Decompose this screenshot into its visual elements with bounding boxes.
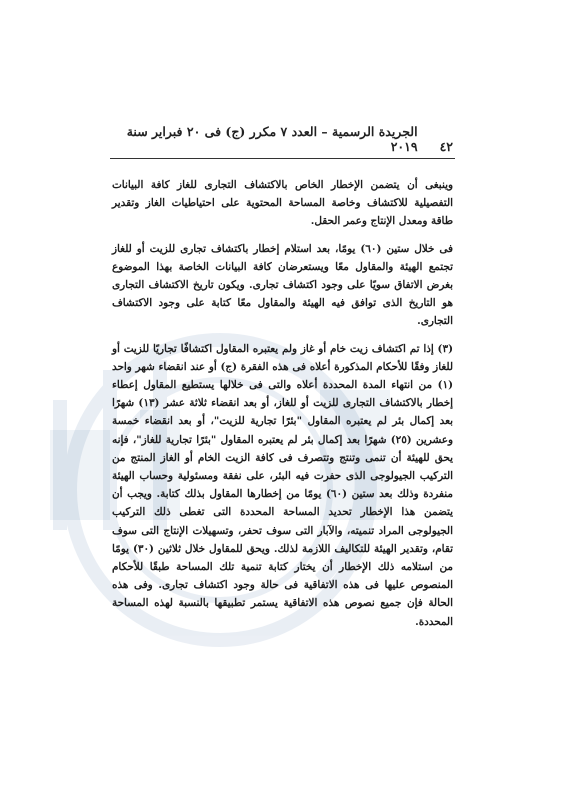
- page-header: [112, 124, 453, 154]
- paragraph: فى خلال ستين (٦٠) يومًا، بعد استلام إخطار باكتشاف تجارى للزيت أو للغاز تجتمع الهيئة والمقاول معًا ويستعرضان كافة البيانات الخاصة بهذا الموضوع بغرض الاتفاق سويًا على وجود اكتشاف تجارى. ويكون تاريخ الاكتشاف التجارى هو التاريخ الذى توافق فيه الهيئة والمقاول معًا كتابة على وجود الاكتشاف التجارى.: [112, 242, 453, 328]
- paragraph: (٣) إذا تم اكتشاف زيت خام أو غاز ولم يعتبره المقاول اكتشافًا تجاريًا للزيت أو للغاز وفقًا للأحكام المذكورة أعلاه فى هذه الفقرة (ج) أو عند انقضاء شهر واحد (١) من انتهاء المدة المحددة أعلاه والتى فى خلالها يستطيع المقاول إعطاء إخطار بالاكتشاف التجارى للزيت أو للغاز، أو بعد انقضاء ثلاثة عشر (١٣) شهرًا بعد إكمال بئر لم يعتبره المقاول "بئرًا تجارية للزيت"، أو بعد انقضاء خمسة وعشرين (٢٥) شهرًا بعد إكمال بئر لم يعتبره المقاول "بئرًا تجارية للغاز"، فإنه يحق للهيئة أن تنمى وتنتج وتتصرف فى كافة الزيت الخام أو الغاز المنتج من التركيب الجيولوجى الذى حفرت فيه البئر، على نفقة ومسئولية وحساب الهيئة منفردة وذلك بعد ستين (٦٠) يومًا من إخطارها المقاول بذلك كتابة. ويجب أن يتضمن هذا الإخطار تحديد المساحة المحددة التى تغطى ذلك التركيب الجيولوجى المراد تنميته، والآبار التى سوف تحفر، وتسهيلات الإنتاج التى سوف تقام، وتقدير الهيئة للتكاليف اللازمة لذلك. ويحق للمقاول خلال ثلاثين (٣٠) يومًا من استلامه ذلك الإخطار أن يختار كتابة تنمية تلك المساحة طبقًا للأحكام المنصوص عليها فى هذه الاتفاقية فى حالة وجود اكتشاف تجارى. وفى هذه الحالة فإن جميع نصوص هذه الاتفاقية يستمر تطبيقها بالنسبة لهذه المساحة المحددة.: [112, 342, 454, 628]
- paragraph: وينبغى أن يتضمن الإخطار الخاص بالاكتشاف التجارى للغاز كافة البيانات التفصيلية للاكتشاف وخاصة المساحة المحتوية على احتياطيات الغاز وتقدير طاقة ومعدل الإنتاج وعمر الحقل.: [112, 179, 453, 228]
- gazette-title: الجريدة الرسمية – العدد ٧ مكرر (ج) فى ٢٠ فبراير سنة ٢٠١٩: [126, 124, 418, 154]
- body-text: [112, 176, 453, 640]
- page-number: ٤٢: [439, 139, 453, 154]
- header-divider: [110, 158, 455, 159]
